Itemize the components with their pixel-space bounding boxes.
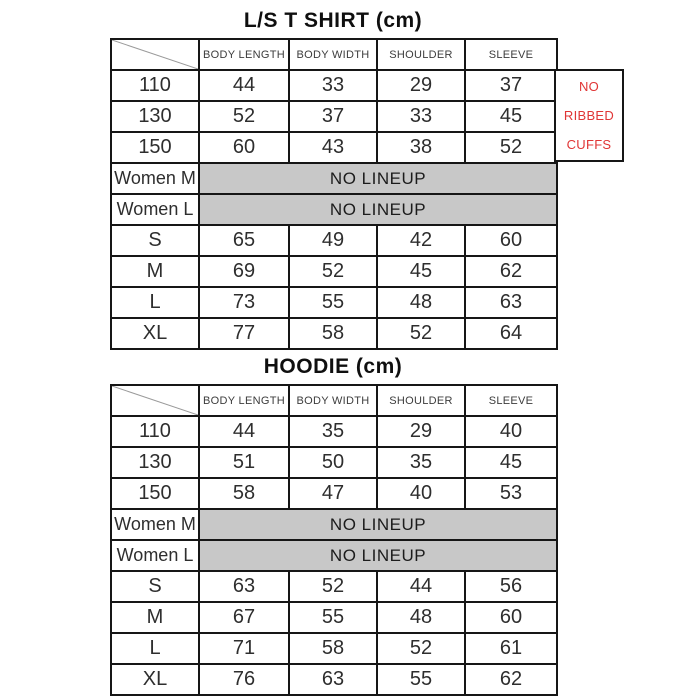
size-table-hoodie [110, 384, 558, 696]
cell-value: 55 [289, 287, 377, 318]
row-label: 150 [111, 132, 199, 163]
row-label: XL [111, 664, 199, 695]
cell-value: 45 [465, 101, 557, 132]
cell-value: 35 [289, 416, 377, 447]
column-header-shoulder: SHOULDER [377, 385, 465, 416]
row-label: M [111, 602, 199, 633]
cell-value: 29 [377, 70, 465, 101]
cell-value: 60 [465, 225, 557, 256]
cell-value: 38 [377, 132, 465, 163]
cell-value: 29 [377, 416, 465, 447]
table-row-110 [111, 416, 557, 447]
row-label: L [111, 287, 199, 318]
cell-value: 53 [465, 478, 557, 509]
cell-value: 44 [199, 70, 289, 101]
row-label: XL [111, 318, 199, 349]
cell-value: 58 [289, 633, 377, 664]
cell-value: 40 [377, 478, 465, 509]
table-row-women-l [111, 540, 557, 571]
row-label: 110 [111, 70, 199, 101]
cell-value: 45 [465, 447, 557, 478]
cell-value: 44 [377, 571, 465, 602]
diagonal-line-icon [112, 386, 198, 415]
table-row-xl [111, 664, 557, 695]
cell-value: 51 [199, 447, 289, 478]
cell-value: 60 [199, 132, 289, 163]
note-line: RIBBED [563, 108, 615, 123]
cell-value: 64 [465, 318, 557, 349]
diagonal-header-cell [111, 39, 199, 70]
cell-value: 33 [289, 70, 377, 101]
size-table-tshirt [110, 38, 558, 350]
table-row-150 [111, 478, 557, 509]
cell-value: 49 [289, 225, 377, 256]
table-row-s [111, 571, 557, 602]
diagonal-header-cell [111, 385, 199, 416]
row-label: Women M [111, 163, 199, 194]
cell-value: 65 [199, 225, 289, 256]
column-header-body-width: BODY WIDTH [289, 385, 377, 416]
cell-value: 33 [377, 101, 465, 132]
row-label: S [111, 225, 199, 256]
cell-value: 61 [465, 633, 557, 664]
cell-value: 55 [377, 664, 465, 695]
no-lineup-cell: NO LINEUP [199, 194, 557, 225]
table-row-xl [111, 318, 557, 349]
no-lineup-cell: NO LINEUP [199, 509, 557, 540]
row-label: M [111, 256, 199, 287]
cell-value: 35 [377, 447, 465, 478]
row-label: 110 [111, 416, 199, 447]
size-table-section-tshirt [110, 6, 556, 350]
cell-value: 77 [199, 318, 289, 349]
table-title-tshirt: L/S T SHIRT (cm) [243, 9, 423, 32]
column-header-sleeve: SLEEVE [465, 39, 557, 70]
table-row-women-m [111, 509, 557, 540]
table-row-s [111, 225, 557, 256]
table-row-110 [111, 70, 557, 101]
no-lineup-cell: NO LINEUP [199, 163, 557, 194]
column-header-body-length: BODY LENGTH [199, 39, 289, 70]
cell-value: 63 [199, 571, 289, 602]
row-label: S [111, 571, 199, 602]
column-header-body-width: BODY WIDTH [289, 39, 377, 70]
row-label: L [111, 633, 199, 664]
cell-value: 62 [465, 256, 557, 287]
cell-value: 67 [199, 602, 289, 633]
cell-value: 69 [199, 256, 289, 287]
cell-value: 44 [199, 416, 289, 447]
column-header-shoulder: SHOULDER [377, 39, 465, 70]
cell-value: 52 [199, 101, 289, 132]
cell-value: 52 [289, 256, 377, 287]
cell-value: 52 [289, 571, 377, 602]
cell-value: 50 [289, 447, 377, 478]
row-label: Women L [111, 194, 199, 225]
size-table-section-hoodie [110, 352, 556, 696]
cell-value: 63 [465, 287, 557, 318]
table-row-m [111, 602, 557, 633]
table-row-130 [111, 101, 557, 132]
cell-value: 62 [465, 664, 557, 695]
cell-value: 76 [199, 664, 289, 695]
table-row-130 [111, 447, 557, 478]
row-label: 150 [111, 478, 199, 509]
cell-value: 58 [289, 318, 377, 349]
table-row-m [111, 256, 557, 287]
column-header-body-length: BODY LENGTH [199, 385, 289, 416]
cell-value: 60 [465, 602, 557, 633]
cell-value: 48 [377, 602, 465, 633]
table-row-150 [111, 132, 557, 163]
cell-value: 63 [289, 664, 377, 695]
no-lineup-cell: NO LINEUP [199, 540, 557, 571]
cell-value: 42 [377, 225, 465, 256]
note-line: NO [578, 79, 600, 94]
header-row [111, 39, 557, 70]
cell-value: 71 [199, 633, 289, 664]
cell-value: 37 [289, 101, 377, 132]
cell-value: 55 [289, 602, 377, 633]
no-ribbed-cuffs-note [554, 69, 624, 162]
row-label: 130 [111, 101, 199, 132]
cell-value: 52 [465, 132, 557, 163]
note-line: CUFFS [566, 137, 612, 152]
cell-value: 58 [199, 478, 289, 509]
cell-value: 45 [377, 256, 465, 287]
diagonal-line-icon [112, 40, 198, 69]
cell-value: 56 [465, 571, 557, 602]
row-label: Women M [111, 509, 199, 540]
table-row-l [111, 633, 557, 664]
cell-value: 47 [289, 478, 377, 509]
column-header-sleeve: SLEEVE [465, 385, 557, 416]
table-row-l [111, 287, 557, 318]
table-row-women-l [111, 194, 557, 225]
cell-value: 40 [465, 416, 557, 447]
table-row-women-m [111, 163, 557, 194]
row-label: Women L [111, 540, 199, 571]
cell-value: 37 [465, 70, 557, 101]
cell-value: 52 [377, 318, 465, 349]
header-row [111, 385, 557, 416]
cell-value: 73 [199, 287, 289, 318]
cell-value: 48 [377, 287, 465, 318]
cell-value: 52 [377, 633, 465, 664]
cell-value: 43 [289, 132, 377, 163]
table-title-hoodie: HOODIE (cm) [263, 355, 403, 378]
row-label: 130 [111, 447, 199, 478]
